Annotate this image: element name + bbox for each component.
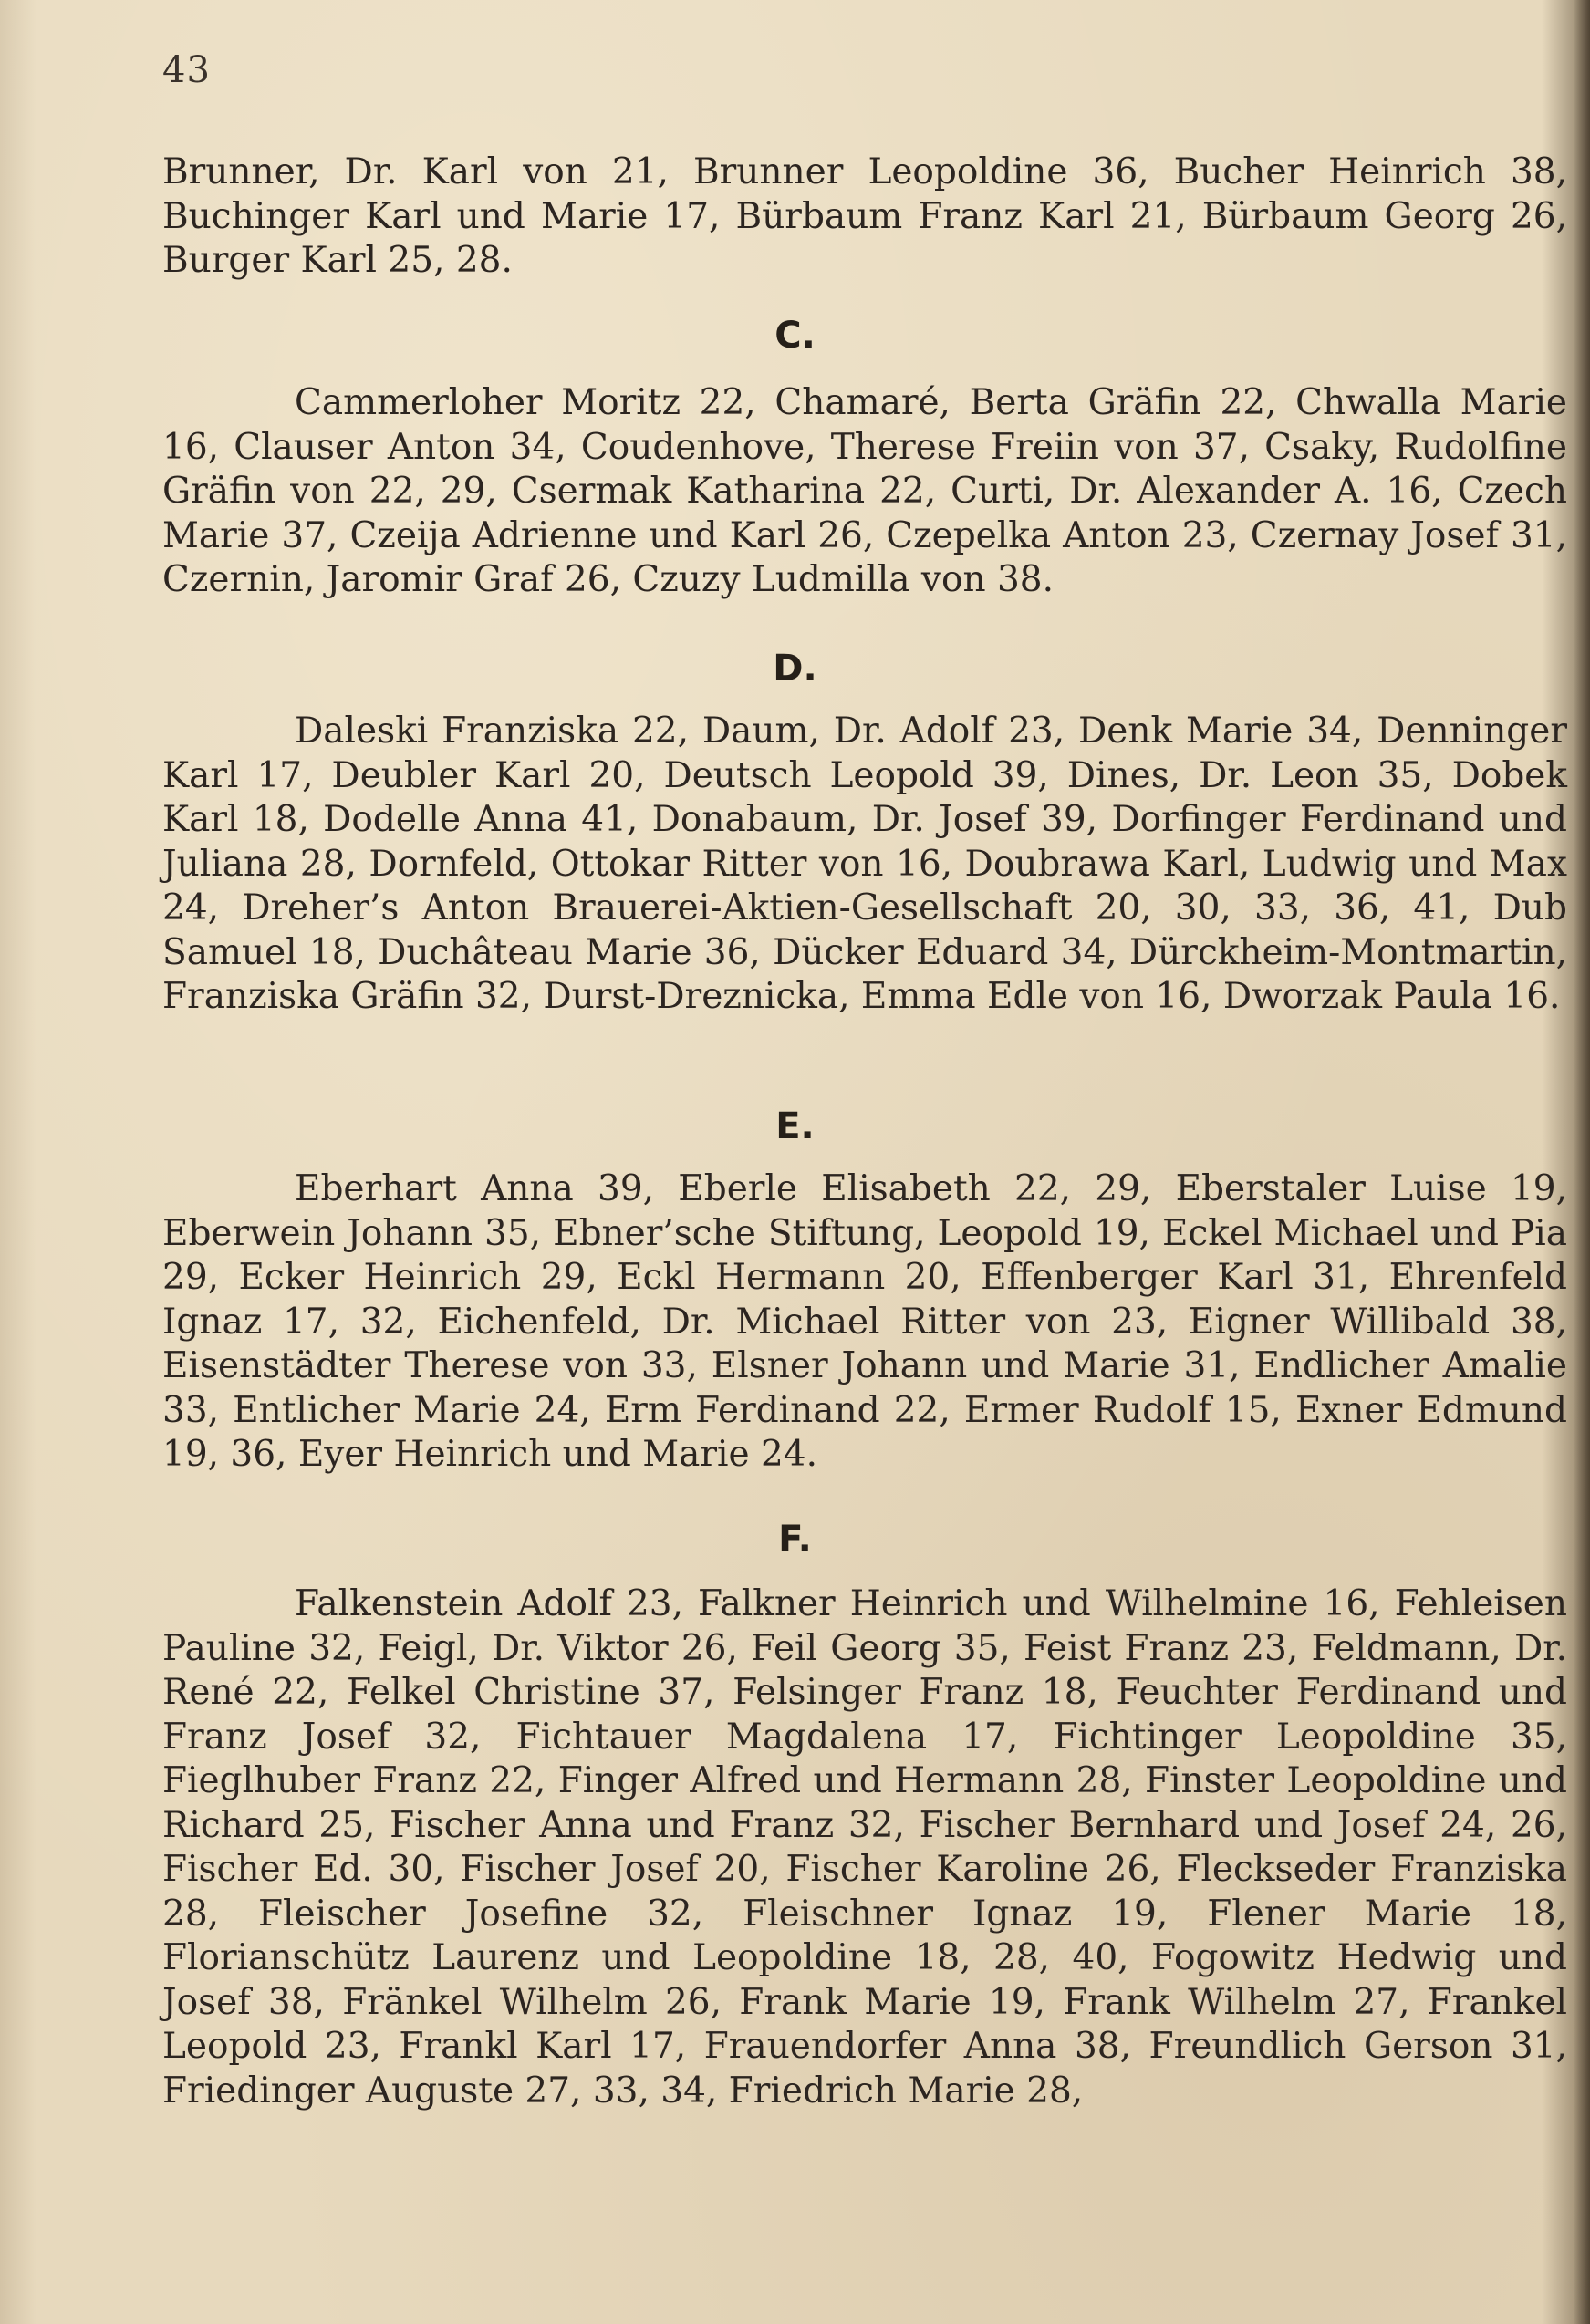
page-edge-shadow <box>1574 0 1590 2324</box>
index-block-c <box>162 381 1567 603</box>
index-text-f: Falkenstein Adolf 23, Falkner Heinrich und Wilhelmine 16, Fehleisen Pauline 32, Feigl, Dr. Viktor 26, Feil Georg 35, Feist Franz 23, Feldmann, Dr. René 22, Felkel Christine 37, Felsinger Franz 18, Feuchter Ferdinand und Franz Josef 32, Fichtauer Magdalena 17, Fichtinger Leopoldine 35, Fieglhuber Franz 22, Finger Alfred und Hermann 28, Finster Leopoldine und Richard 25, Fischer Anna und Franz 32, Fischer Bernhard und Josef 24, 26, Fischer Ed. 30, Fischer Josef 20, Fischer Karoline 26, Fleckseder Franziska 28, Fleischer Josefine 32, Fleischner Ignaz 19, Flener Marie 18, Florianschütz Laurenz und Leopoldine 18, 28, 40, Fogowitz Hedwig und Josef 38, Fränkel Wilhelm 26, Frank Marie 19, Frank Wilhelm 27, Frankel Leopold 23, Frankl Karl 17, Frauendorfer Anna 38, Freundlich Gerson 31, Friedinger Auguste 27, 33, 34, Friedrich Marie 28, <box>162 1583 1567 2111</box>
index-text-e: Eberhart Anna 39, Eberle Elisabeth 22, 29, Eberstaler Luise 19, Eberwein Johann 35, Ebner’sche Stiftung, Leopold 19, Eckel Michael und Pia 29, Ecker Heinrich 29, Eckl Hermann 20, Effenberger Karl 31, Ehrenfeld Ignaz 17, 32, Eichenfeld, Dr. Michael Ritter von 23, Eigner Willibald 38, Eisenstädter Therese von 33, Elsner Johann und Marie 31, Endlicher Amalie 33, Entlicher Marie 24, Erm Ferdinand 22, Ermer Rudolf 15, Exner Edmund 19, 36, Eyer Heinrich und Marie 24. <box>162 1168 1567 1475</box>
section-heading-e: E. <box>775 1105 815 1147</box>
index-block-b-continued <box>162 150 1567 284</box>
index-text-b-continued: Brunner, Dr. Karl von 21, Brunner Leopoldine 36, Bucher Heinrich 38, Buchinger Karl und Marie 17, Bürbaum Franz Karl 21, Bürbaum Georg 26, Burger Karl 25, 28. <box>162 151 1567 281</box>
index-block-e <box>162 1167 1567 1478</box>
page-number: 43 <box>162 49 211 91</box>
section-heading-f: F. <box>778 1519 812 1561</box>
index-text-c: Cammerloher Moritz 22, Chamaré, Berta Gräfin 22, Chwalla Marie 16, Clauser Anton 34, Coudenhove, Therese Freiin von 37, Csaky, Rudolfine Gräfin von 22, 29, Csermak Katharina 22, Curti, Dr. Alexander A. 16, Czech Marie 37, Czeija Adrienne und Karl 26, Czepelka Anton 23, Czernay Josef 31, Czernin, Jaromir Graf 26, Czuzy Ludmilla von 38. <box>162 382 1567 600</box>
index-block-d <box>162 710 1567 1020</box>
section-heading-d: D. <box>773 648 817 690</box>
section-heading-c: C. <box>774 315 816 357</box>
index-text-d: Daleski Franziska 22, Daum, Dr. Adolf 23, Denk Marie 34, Denninger Karl 17, Deubler Karl 20, Deutsch Leopold 39, Dines, Dr. Leon 35, Dobek Karl 18, Dodelle Anna 41, Donabaum, Dr. Josef 39, Dorfinger Ferdinand und Juliana 28, Dornfeld, Ottokar Ritter von 16, Doubrawa Karl, Ludwig und Max 24, Dreher’s Anton Brauerei-Aktien-Gesellschaft 20, 30, 33, 36, 41, Dub Samuel 18, Duchâteau Marie 36, Dücker Eduard 34, Dürckheim-Montmartin, Franziska Gräfin 32, Durst-Dreznicka, Emma Edle von 16, Dworzak Paula 16. <box>162 711 1567 1017</box>
index-block-f <box>162 1582 1567 2113</box>
